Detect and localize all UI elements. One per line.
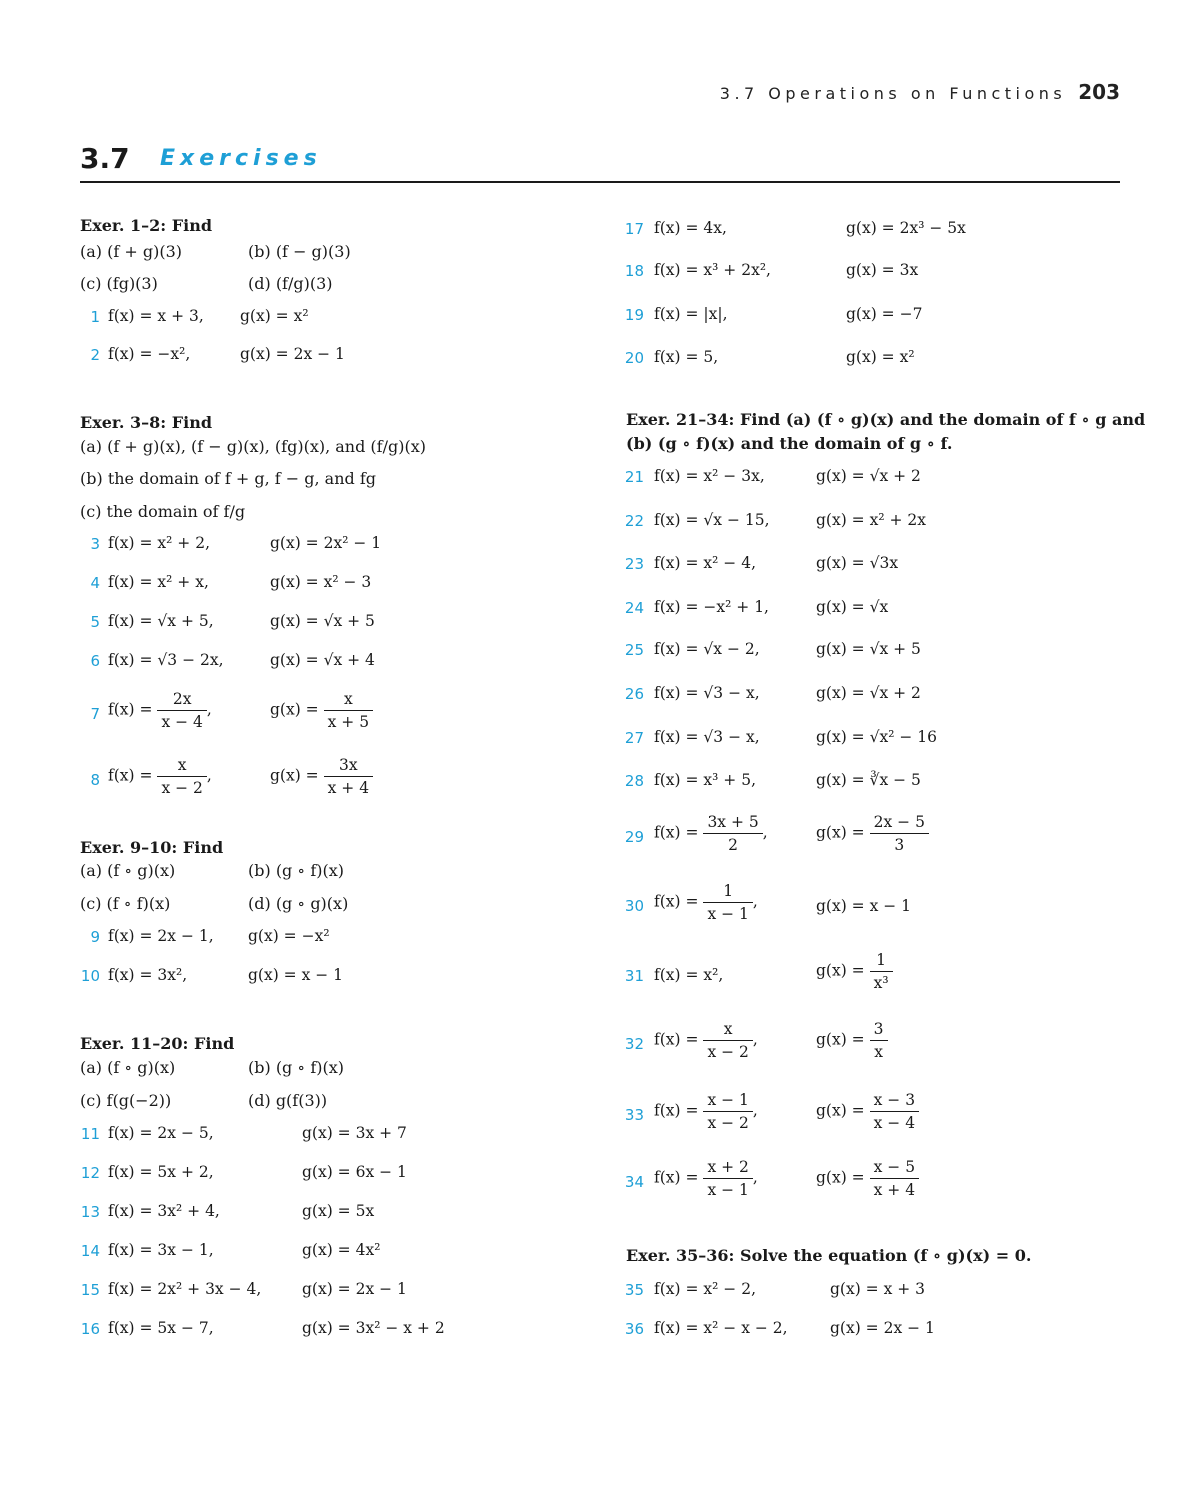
exercise-number: 17: [624, 220, 644, 238]
exercise-number: 11: [80, 1125, 100, 1143]
exercise-g: g(x) = 3x² − x + 2: [302, 1319, 445, 1337]
exercise-f: f(x) = $\frac{2x}{x - 4}$ ,: [108, 690, 212, 731]
exercise-f: f(x) = 2x² + 3x − 4,: [108, 1280, 262, 1298]
exercise-f: f(x) = 5,: [654, 348, 719, 366]
page-number: 203: [1078, 80, 1120, 104]
exercise-g: g(x) = −7: [846, 305, 923, 323]
part-a: (a) (f + g)(x), (f − g)(x), (fg)(x), and (f/g)(x): [80, 437, 426, 456]
running-head: [720, 80, 1120, 104]
exercise-number: 29: [624, 828, 644, 846]
exercise-number: 36: [624, 1320, 644, 1338]
exercise-f: f(x) = 5x − 7,: [108, 1319, 214, 1337]
exercise-g: g(x) = ∛x − 5: [816, 771, 921, 789]
exercise-f: f(x) = 3x²,: [108, 966, 188, 984]
exercise-g: g(x) = √x + 4: [270, 651, 375, 669]
exercise-number: 35: [624, 1281, 644, 1299]
exercise-g: g(x) = 4x²: [302, 1241, 381, 1259]
exercise-f: f(x) = x³ + 5,: [654, 771, 756, 789]
exercise-number: 13: [80, 1203, 100, 1221]
fraction: $\frac{1}{\text{x³}}$: [870, 951, 893, 992]
exercise-number: 12: [80, 1164, 100, 1182]
part-d: (d) (g ∘ g)(x): [248, 894, 349, 913]
exercise-f: f(x) = $\frac{x}{x - 2}$ ,: [654, 1020, 758, 1061]
group-heading-3-8: Exer. 3–8: Find: [80, 413, 213, 432]
exercise-f: f(x) = x² − 4,: [654, 554, 756, 572]
fraction: $\frac{3x + 5}{2}$: [703, 813, 762, 854]
exercise-g: g(x) = $\frac{x - 3}{x - 4}$: [816, 1091, 919, 1132]
exercise-number: 8: [90, 771, 100, 789]
part-c: (c) f(g(−2)): [80, 1091, 172, 1110]
exercise-number: 15: [80, 1281, 100, 1299]
part-c: (c) (f ∘ f)(x): [80, 894, 171, 913]
exercise-g: g(x) = x − 1: [248, 966, 344, 984]
exercise-number: 1: [90, 308, 100, 326]
exercise-f: f(x) = $\frac{x + 2}{x - 1}$ ,: [654, 1158, 758, 1199]
exercise-number: 22: [624, 512, 644, 530]
exercise-g: g(x) = 2x − 1: [830, 1319, 935, 1337]
part-a: (a) (f ∘ g)(x): [80, 861, 176, 880]
part-c: (c) the domain of f/g: [80, 502, 246, 521]
part-b: (b) (f − g)(3): [248, 242, 351, 261]
part-a: (a) (f + g)(3): [80, 242, 182, 261]
fraction: $\frac{3x}{x + 4}$: [324, 756, 373, 797]
fraction: $\frac{2x - 5}{3}$: [870, 813, 929, 854]
exercise-g: g(x) = √x + 2: [816, 684, 921, 702]
exercise-f: f(x) = $\frac{1}{x - 1}$ ,: [654, 882, 758, 923]
exercise-number: 26: [624, 685, 644, 703]
exercise-f: f(x) = √3 − 2x,: [108, 651, 224, 669]
exercise-number: 9: [90, 928, 100, 946]
fraction: $\frac{x}{x - 2}$: [157, 756, 206, 797]
exercise-g: g(x) = $\frac{3x}{x + 4}$: [270, 756, 373, 797]
exercise-g: g(x) = √3x: [816, 554, 899, 572]
exercise-f: f(x) = √x − 2,: [654, 640, 760, 658]
fraction: $\frac{1}{x - 1}$: [703, 882, 752, 923]
exercise-g: g(x) = x² + 2x: [816, 511, 926, 529]
running-title: 3.7 Operations on Functions: [719, 84, 1067, 103]
exercise-number: 28: [624, 772, 644, 790]
exercise-number: 25: [624, 641, 644, 659]
exercise-number: 23: [624, 555, 644, 573]
exercise-f: f(x) = x³ + 2x²,: [654, 261, 771, 279]
part-b: (b) the domain of f + g, f − g, and fg: [80, 469, 376, 488]
fraction: $\frac{x}{x - 2}$: [703, 1020, 752, 1061]
fraction: $\frac{2x}{x - 4}$: [157, 690, 206, 731]
exercise-g: g(x) = 3x: [846, 261, 919, 279]
exercise-f: f(x) = x² − 2,: [654, 1280, 756, 1298]
section-number: 3.7: [80, 142, 130, 175]
part-d: (d) (f/g)(3): [248, 274, 333, 293]
fraction: $\frac{x}{x + 5}$: [324, 690, 373, 731]
exercise-g: g(x) = $\frac{1}{\text{x³}}$: [816, 951, 893, 992]
exercise-g: g(x) = 2x − 1: [302, 1280, 407, 1298]
exercise-f: f(x) = x² − 3x,: [654, 467, 765, 485]
group-heading-35-36: Exer. 35–36: Solve the equation (f ∘ g)(x) = 0.: [626, 1246, 1032, 1265]
exercise-g: g(x) = 3x + 7: [302, 1124, 407, 1142]
exercise-number: 2: [90, 346, 100, 364]
fraction: $\frac{3}{x}$: [870, 1020, 888, 1061]
exercise-g: g(x) = 6x − 1: [302, 1163, 407, 1181]
exercise-f: f(x) = √x − 15,: [654, 511, 770, 529]
exercise-number: 14: [80, 1242, 100, 1260]
exercise-g: g(x) = √x + 5: [816, 640, 921, 658]
exercise-f: f(x) = |x|,: [654, 305, 728, 323]
fraction: $\frac{x + 2}{x - 1}$: [703, 1158, 752, 1199]
group-heading-1-2: Exer. 1–2: Find: [80, 216, 213, 235]
exercise-f: f(x) = x²,: [654, 966, 724, 984]
exercise-f: f(x) = x + 3,: [108, 307, 204, 325]
exercise-g: g(x) = $\frac{x}{x + 5}$: [270, 690, 373, 731]
exercise-number: 3: [90, 535, 100, 553]
part-b: (b) (g ∘ f)(x): [248, 1058, 344, 1077]
exercise-number: 5: [90, 613, 100, 631]
exercise-f: f(x) = −x²,: [108, 345, 191, 363]
fraction: $\frac{x - 5}{x + 4}$: [870, 1158, 919, 1199]
section-rule: [80, 181, 1120, 183]
exercise-number: 18: [624, 262, 644, 280]
group-heading-11-20: Exer. 11–20: Find: [80, 1034, 235, 1053]
exercise-number: 4: [90, 574, 100, 592]
exercise-number: 6: [90, 652, 100, 670]
exercise-number: 33: [624, 1106, 644, 1124]
exercise-g: g(x) = √x² − 16: [816, 728, 937, 746]
group-heading-21-34: Exer. 21–34: Find (a) (f ∘ g)(x) and the domain of f ∘ g and: [626, 410, 1146, 429]
exercise-f: f(x) = $\frac{3x + 5}{2}$ ,: [654, 813, 768, 854]
group-heading-21-34-cont: (b) (g ∘ f)(x) and the domain of g ∘ f.: [626, 434, 953, 453]
exercise-g: g(x) = $\frac{x - 5}{x + 4}$: [816, 1158, 919, 1199]
exercise-f: f(x) = x² + x,: [108, 573, 209, 591]
exercise-f: f(x) = x² + 2,: [108, 534, 210, 552]
exercise-number: 27: [624, 729, 644, 747]
part-d: (d) g(f(3)): [248, 1091, 328, 1110]
exercise-number: 34: [624, 1173, 644, 1191]
exercise-g: g(x) = −x²: [248, 927, 330, 945]
exercise-f: f(x) = $\frac{x - 1}{x - 2}$ ,: [654, 1091, 758, 1132]
exercise-f: f(x) = 5x + 2,: [108, 1163, 214, 1181]
exercise-g: g(x) = 2x − 1: [240, 345, 345, 363]
exercise-g: g(x) = 5x: [302, 1202, 375, 1220]
part-a: (a) (f ∘ g)(x): [80, 1058, 176, 1077]
exercise-number: 20: [624, 349, 644, 367]
exercise-number: 10: [80, 967, 100, 985]
part-c: (c) (fg)(3): [80, 274, 158, 293]
exercise-f: f(x) = 4x,: [654, 219, 727, 237]
exercise-f: f(x) = 2x − 1,: [108, 927, 214, 945]
part-b: (b) (g ∘ f)(x): [248, 861, 344, 880]
exercise-g: g(x) = √x: [816, 598, 889, 616]
exercise-number: 19: [624, 306, 644, 324]
exercise-f: f(x) = 2x − 5,: [108, 1124, 214, 1142]
fraction: $\frac{x - 1}{x - 2}$: [703, 1091, 752, 1132]
exercise-g: g(x) = √x + 5: [270, 612, 375, 630]
exercise-f: f(x) = 3x² + 4,: [108, 1202, 220, 1220]
exercise-g: g(x) = 2x³ − 5x: [846, 219, 966, 237]
exercise-g: g(x) = √x + 2: [816, 467, 921, 485]
exercise-number: 7: [90, 705, 100, 723]
exercise-f: f(x) = x² − x − 2,: [654, 1319, 788, 1337]
exercise-f: f(x) = √3 − x,: [654, 728, 760, 746]
exercise-number: 24: [624, 599, 644, 617]
exercise-g: g(x) = $\frac{3}{x}$: [816, 1020, 888, 1061]
exercise-f: f(x) = 3x − 1,: [108, 1241, 214, 1259]
exercise-g: g(x) = x²: [240, 307, 309, 325]
section-title: Exercises: [160, 146, 322, 171]
exercise-number: 31: [624, 967, 644, 985]
exercise-g: g(x) = x²: [846, 348, 915, 366]
exercise-g: g(x) = x + 3: [830, 1280, 926, 1298]
exercise-g: g(x) = 2x² − 1: [270, 534, 382, 552]
exercise-number: 16: [80, 1320, 100, 1338]
exercise-g: g(x) = x − 1: [816, 897, 912, 915]
exercise-f: f(x) = √x + 5,: [108, 612, 214, 630]
exercise-g: g(x) = x² − 3: [270, 573, 372, 591]
group-heading-9-10: Exer. 9–10: Find: [80, 838, 224, 857]
exercise-number: 32: [624, 1035, 644, 1053]
exercise-f: f(x) = $\frac{x}{x - 2}$ ,: [108, 756, 212, 797]
fraction: $\frac{x - 3}{x - 4}$: [870, 1091, 919, 1132]
exercise-number: 30: [624, 897, 644, 915]
exercise-f: f(x) = √3 − x,: [654, 684, 760, 702]
exercise-number: 21: [624, 468, 644, 486]
exercise-g: g(x) = $\frac{2x - 5}{3}$: [816, 813, 929, 854]
exercise-f: f(x) = −x² + 1,: [654, 598, 769, 616]
